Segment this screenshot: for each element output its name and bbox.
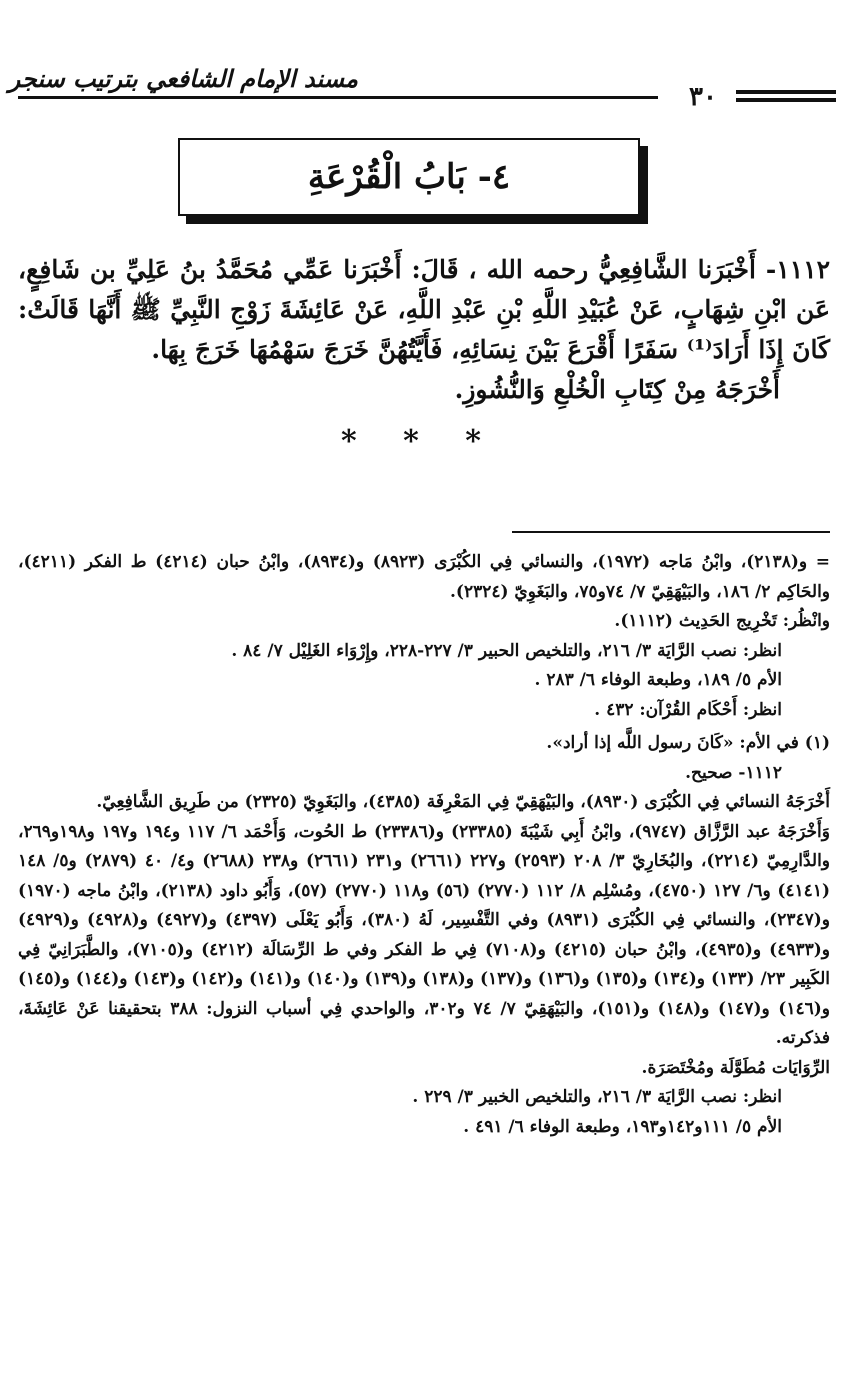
hadith-text: ١١١٢- أَخْبَرَنا الشَّافِعِيُّ رحمه الله ، قَالَ: أَخْبَرَنا عَمِّي مُحَمَّدُ بنُ عَلِيِّ بن شَافِعٍ، عَن ابْنِ شِهَابٍ، عَنْ عُبَيْدِ اللَّهِ بْنِ عَبْدِ اللَّهِ، عَنْ عَائِشَةَ زَوْجِ النَّبِيِّ ﷺ أَنَّهَا قَالَتْ: كَانَ إِذَا أَرَادَ⁽¹⁾ سَفَرًا أَقْرَعَ بَيْنَ نِسَائِهِ، فَأَيَّتُهُنَّ خَرَجَ سَهْمُهَا خَرَجَ بِهَا. (18, 255, 830, 364)
footnote-line: انظر: أَحْكَام القُرْآن: ٤٣٢ . (594, 699, 782, 720)
takhrij-line: وَأَخْرَجَهُ عبد الرَّزَّاق (٩٧٤٧)، وابْنُ أَبِي شَيْبَةَ (٢٣٣٨٥) و(٢٣٣٨٦) ط الحُوت، وَأَحْمَد ٦/ ١١٧ و١٩٤ و١٩٧ و١٩٨و٢٦٩، والدَّارِمِيّ (٢٢١٤)، والبُخَارِيّ ٣/ ٢٠٨ (٢٥٩٣) و٢٢٧ (٢٦٦١) و٢٣١ (٢٦٦١) و٢٣٨ (٢٦٨٨) و٤/ ٤٠ (٢٨٧٩) و٥/ ١٤٨ (٤١٤١) و٦/ ١٢٧ (٤٧٥٠)، ومُسْلِم ٨/ ١١٢ (٢٧٧٠) (٥٦) و١١٨ (٢٧٧٠) (٥٧)، وَأَبُو داود (٢١٣٨)، وابْنُ ماجه (١٩٧٠) و(٢٣٤٧)، والنسائي فِي الكُبْرَى (٨٩٣١) وفي التَّفْسِير، لَهُ (٣٨٠)، وَأَبُو يَعْلَى (٤٣٩٧) و(٤٩٢٧) و(٤٩٢٨) و(٤٩٢٩) و(٤٩٣٣) و(٤٩٣٥)، وابْنُ حبان (٤٢١٥) و(٧١٠٨) فِي ط الفكر وفي ط الرِّسَالَة (٤٢١٢) و(٧١٠٥)، والطَّبَرَانِيّ فِي الكَبِير ٢٣/ (١٣٣) و(١٣٤) و(١٣٥) و(١٣٦) و(١٣٧) و(١٣٨) و(١٣٩) و(١٤٠) و(١٤١) و(١٤٢) و(١٤٣) و(١٤٤) و(١٤٥) و(١٤٦) و(١٤٧) و(١٤٨) و(١٥١)، والبَيْهَقِيّ ٧/ ٧٤ و٣٠٢، والواحدي فِي أسباب النزول: ٣٨٨ بتحقيقنا عَنْ عَائِشَةَ، فذكرته. (18, 821, 831, 1048)
hadith-body (18, 250, 830, 410)
page-number: ٣٠ (689, 82, 717, 112)
ornament-bar (736, 98, 836, 102)
takhrij-line: أَخْرَجَهُ النسائي فِي الكُبْرَى (٨٩٣٠)، والبَيْهَقِيّ فِي المَعْرِفَة (٤٣٨٥)، والبَغَوِيّ (٢٣٢٥) من طَرِيق الشَّافِعِيّ. (96, 792, 830, 812)
footnote-line: الأم ٥/ ١٨٩، وطبعة الوفاء ٦/ ٢٨٣ . (534, 670, 782, 690)
takhrij-line: الرِّوَايَات مُطَوَّلَة ومُخْتَصَرَة. (641, 1057, 830, 1078)
hadith-source: أَخْرَجَهُ مِنْ كِتَابِ الْخُلْعِ وَالنُّشُوزِ. (454, 375, 780, 404)
takhrij-line: انظر: نصب الرَّايَة ٣/ ٢١٦، والتلخيص الخبير ٣/ ٢٢٩ . (412, 1087, 782, 1107)
running-title: مسند الإمام الشافعي بترتيب سنجر (8, 64, 358, 93)
footnote-line: وانْظُر: تَخْرِيج الحَدِيث (١١١٢). (614, 611, 830, 631)
footnote-continuation: = و(٢١٣٨)، وابْنُ مَاجه (١٩٧٢)، والنسائي فِي الكُبْرَى (٨٩٢٣) و(٨٩٣٤)، وابْنُ حبان (٤٢١٤) ط الفكر (٤٢١١)، والحَاكِم ٢/ ١٨٦، والبَيْهَقِيّ ٧/ ٧٤و٧٥، والبَغَوِيّ (٢٣٢٤). (18, 552, 831, 602)
footnote-rule (512, 531, 830, 533)
section-separator-stars: * * * (341, 424, 499, 459)
footnote-1: (١) في الأم: «كَانَ رسول اللَّه إذا أراد». (546, 733, 830, 753)
chapter-title: ٤- بَابُ الْقُرْعَةِ (307, 157, 511, 197)
takhrij-heading: ١١١٢- صحيح. (685, 762, 782, 783)
takhrij-line: الأم ٥/ ١١١و١٤٢و١٩٣، وطبعة الوفاء ٦/ ٤٩١ . (463, 1116, 782, 1137)
footnote-line: انظر: نصب الرَّايَة ٣/ ٢١٦، والتلخيص الحبير ٣/ ٢٢٧-٢٢٨، وإِرْوَاء الغَلِيْل ٧/ ٨٤ . (231, 640, 782, 661)
footnotes (18, 548, 830, 1142)
ornament-bar (736, 90, 836, 94)
header-rule (18, 96, 658, 99)
chapter-box (178, 138, 640, 216)
header-ornament-bars (736, 90, 836, 110)
